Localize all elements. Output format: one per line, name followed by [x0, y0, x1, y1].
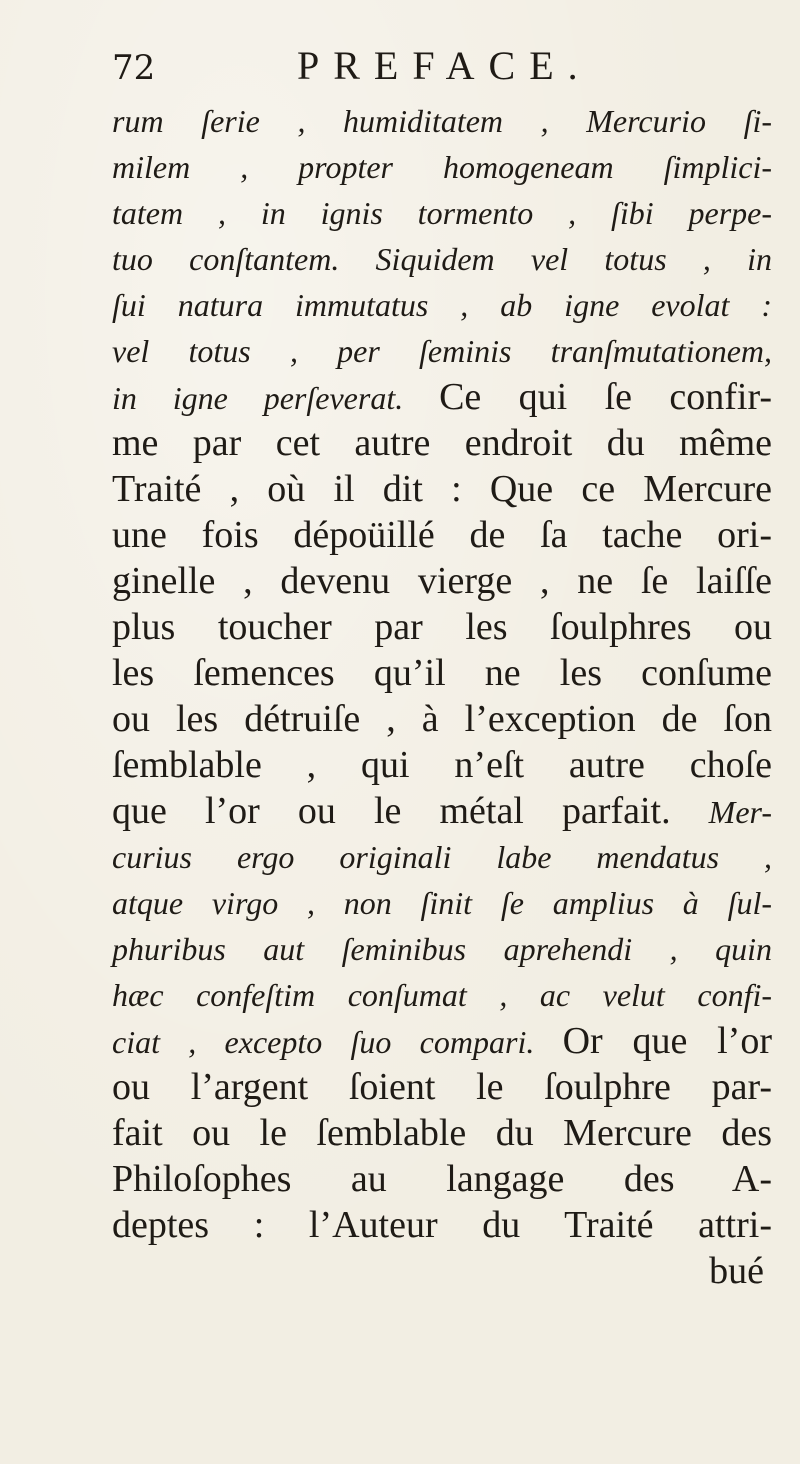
french-text: Traité , où il dit : Que ce Mercure: [112, 468, 772, 510]
text-line: [112, 466, 772, 512]
latin-quotation: curius ergo originali labe mendatus ,: [112, 839, 772, 875]
text-line: [112, 512, 772, 558]
latin-quotation: in igne perſeverat.: [112, 380, 440, 416]
latin-quotation: ciat , excepto ſuo compari.: [112, 1024, 563, 1060]
text-line: [112, 696, 772, 742]
text-line: [112, 420, 772, 466]
french-text: les ſemences qu’il ne les conſume: [112, 652, 772, 694]
text-line: [112, 742, 772, 788]
french-text: deptes : l’Auteur du Traité attri-: [112, 1204, 772, 1246]
french-text: Philoſophes au langage des A-: [112, 1158, 772, 1200]
text-line: [112, 1156, 772, 1202]
french-text: me par cet autre endroit du même: [112, 422, 772, 464]
latin-quotation: atque virgo , non ſinit ſe amplius à ſul-: [112, 885, 772, 921]
text-line: [112, 834, 772, 880]
body-text: [112, 98, 772, 1294]
text-line: [112, 1202, 772, 1248]
french-text: ginelle , devenu vierge , ne ſe laiſſe: [112, 560, 772, 602]
french-text: Or que l’or: [562, 1020, 772, 1062]
text-line: [112, 1248, 772, 1294]
latin-quotation: milem , propter homogeneam ſimplici-: [112, 149, 772, 185]
latin-quotation: phuribus aut ſeminibus aprehendi , quin: [112, 931, 772, 967]
text-line: [112, 236, 772, 282]
text-line: [112, 604, 772, 650]
french-text: bué: [709, 1250, 764, 1292]
text-line: [112, 374, 772, 420]
text-line: [112, 558, 772, 604]
text-line: [112, 972, 772, 1018]
french-text: ſemblable , qui n’eſt autre choſe: [112, 744, 772, 786]
french-text: ou l’argent ſoient le ſoulphre par-: [112, 1066, 772, 1108]
latin-quotation: rum ſerie , humiditatem , Mercurio ſi-: [112, 103, 772, 139]
text-line: [112, 788, 772, 834]
french-text: fait ou le ſemblable du Mercure des: [112, 1112, 772, 1154]
text-line: [112, 282, 772, 328]
text-line: [112, 1064, 772, 1110]
latin-quotation: ſui natura immutatus , ab igne evolat :: [112, 287, 772, 323]
text-line: [112, 1110, 772, 1156]
text-line: [112, 926, 772, 972]
latin-quotation: vel totus , per ſeminis tranſmutationem,: [112, 333, 772, 369]
french-text: que l’or ou le métal parfait.: [112, 790, 709, 832]
french-text: ou les détruiſe , à l’exception de ſon: [112, 698, 772, 740]
page-number: 72: [112, 48, 156, 88]
latin-quotation: tuo conſtantem. Siquidem vel totus , in: [112, 241, 772, 277]
text-line: [112, 328, 772, 374]
text-line: [112, 190, 772, 236]
latin-quotation: tatem , in ignis tormento , ſibi perpe-: [112, 195, 772, 231]
text-line: [112, 98, 772, 144]
running-title: PREFACE.: [297, 43, 592, 88]
french-text: Ce qui ſe confir-: [439, 376, 772, 418]
latin-quotation: hæc confeſtim conſumat , ac velut confi-: [112, 977, 772, 1013]
latin-quotation: Mer-: [708, 794, 772, 830]
text-line: [112, 1018, 772, 1064]
text-line: [112, 144, 772, 190]
french-text: une fois dépoüillé de ſa tache ori-: [112, 514, 772, 556]
text-line: [112, 880, 772, 926]
french-text: plus toucher par les ſoulphres ou: [112, 606, 772, 648]
text-line: [112, 650, 772, 696]
page-header: [112, 42, 752, 94]
